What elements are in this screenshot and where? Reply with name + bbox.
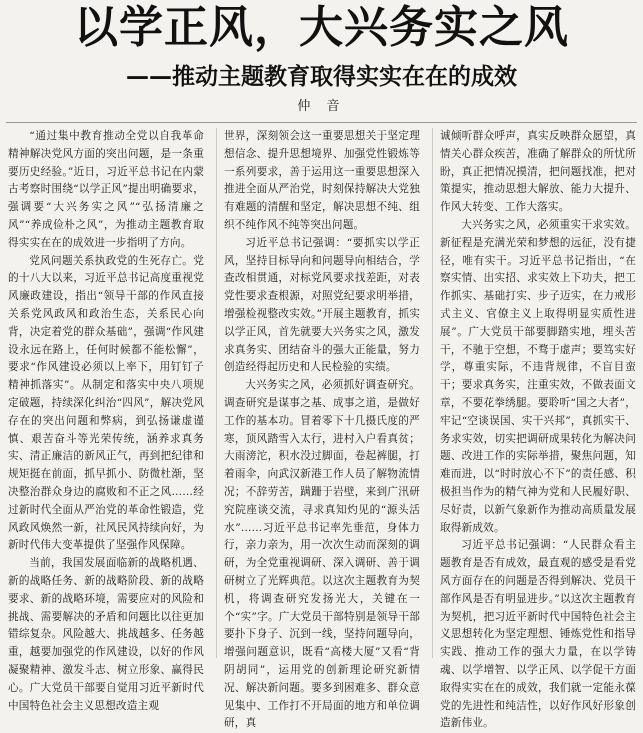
header-divider bbox=[6, 122, 637, 123]
headline: 以学正风，大兴务实之风 bbox=[74, 2, 569, 53]
body-column-1 bbox=[8, 128, 204, 712]
paragraph: 当前，我国发展面临新的战略机遇、新的战略任务、新的战略阶段、新的战略要求、新的战略环境，需要应对的风险和挑战、需要解决的矛盾和问题比以往更加错综复杂。风险越大、挑战越多、任务越重，越要加强党的作风建设，以好的作风凝聚精神、激发斗志、树立形象、赢得民心。广大党员干部要自觉用习近平新时代中国特色社会主义思想改造主观 bbox=[8, 557, 204, 712]
column-divider bbox=[216, 128, 217, 658]
subheadline: ——推动主题教育取得实实在在的成效 bbox=[126, 64, 517, 90]
paragraph: 党风问题关系执政党的生死存亡。党的十八大以来，习近平总书记高度重视党风廉政建设，指出“领导干部的作风直接关系党风政风和政治生态，关系民心向背，决定着党的群众基础”，强调“作风建设永远在路上，任何时候都不能松懈”，要求“作风建设必须以上率下，用钉钉子精神抓落实”。从制定和落实中央八项规定破题，持续深化纠治“四风”，解决党风存在的突出问题和弊病，到弘扬谦虚谨慎、艰苦奋斗等光荣传统，涵养求真务实、清正廉洁的新风正气，再到把纪律和规矩挺在前面，抓早抓小、防微杜渐，坚决整治群众身边的腐败和不正之风……经过新时代全面从严治党的革命性锻造，党风政风焕然一新，社风民风持续向好，为新时代伟大变革提供了坚强作风保障。 bbox=[8, 254, 204, 552]
paragraph: 大兴务实之风，必须重实干求实效。新征程是充满光荣和梦想的远征，没有捷径，唯有实干。习近平总书记指出，“在察实情、出实招、求实效上下功夫，把工作抓实、基础打实、步子迈实，在力戒形式主义、官僚主义上取得明显实质性进展”。广大党员干部要脚踏实地，埋头苦干，不驰于空想，不骛于虚声；要笃实好学，尊重实际，不违背规律，不盲目蛮干；要求真务实，注重实效，不做表面文章，不要花拳绣腿。要聆听“国之大者”，牢记“空谈误国、实干兴邦”，真抓实干、务求实效，切实把调研成果转化为解决问题、改进工作的实际举措，聚焦问题，知难而进，以“时时放心不下”的责任感、积极担当作为的精气神为党和人民履好职、尽好责，以新气象新作为推动高质量发展取得新成效。 bbox=[440, 218, 636, 534]
body-column-2 bbox=[224, 128, 420, 730]
column-divider bbox=[432, 128, 433, 658]
paragraph-continued: 诚倾听群众呼声，真实反映群众愿望，真情关心群众疾苦，准确了解群众的所忧所盼，真正把情况摸清，把问题找准，把对策提实，推动思想大解放、能力大提升、作风大转变、工作大落实。 bbox=[440, 130, 636, 214]
body-column-3 bbox=[440, 128, 636, 730]
paragraph: 习近平总书记强调：“人民群众看主题教育是否有成效，最直观的感受是看党风方面存在的问题是否得到解决、党员干部作风是否有明显进步。”以这次主题教育为契机，把习近平新时代中国特色社会主义思想转化为坚定理想、锤炼党性和指导实践、推动工作的强大力量，在以学铸魂、以学增智、以学正风、以学促干方面取得实实在在的成效，我们就一定能永葆党的先进性和纯洁性，以好作风好形象创造新伟业。 bbox=[440, 539, 636, 730]
paragraph: 习近平总书记强调：“要抓实以学正风，坚持目标导向和问题导向相结合，学查改相贯通，对标党风要求找差距，对表党性要求查根源，对照党纪要求明举措，增强检视整改实效。”开展主题教育，抓实以学正风，首先就要大兴务实之风，激发求真务实、团结奋斗的强大正能量，努力创造经得起历史和人民检验的实绩。 bbox=[224, 236, 420, 374]
paragraph-continued: 世界，深刻领会这一重要思想关于坚定理想信念、提升思想境界、加强党性锻炼等一系列要求，善于运用这一重要思想深入推进全面从严治党，时刻保持解决大党独有难题的清醒和坚定，解决思想不纯、组织不纯作风不纯等突出问题。 bbox=[224, 130, 420, 231]
author-byline: 仲 音 bbox=[297, 99, 346, 114]
paragraph: 大兴务实之风，必须抓好调查研究。调查研究是谋事之基、成事之道，是做好工作的基本功。冒着零下十几摄氏度的严寒，顶风踏雪入太行，进村入户看真贫；大雨滂沱，积水没过脚面，卷起裤腿，打着雨伞，向武汉新港工作人员了解物流情况；不辞劳苦，蹒跚于岩壁，来到广汛研究院座谈交流，寻求真知灼见的“源头活水”……习近平总书记率先垂范，身体力行，亲力亲为，用一次次生动而深刻的调研，为全党重视调研、深入调研、善于调研树立了光辉典范。以这次主题教育为契机，将调查研究发扬光大，关键在一个“实”字。广大党员干部特别是领导干部要扑下身子、沉到一线，坚持问题导向，增强问题意识，既看“高楼大厦”又看“背阴胡同”，运用党的创新理论研究新情况、解决新问题。要多到困难多、群众意见集中、工作打不开局面的地方和单位调研，真 bbox=[224, 379, 420, 730]
paragraph: “通过集中教育推动全党以自我革命精神解决党风方面的突出问题，是一条重要历史经验。”近日，习近平总书记在内蒙古考察时围绕“以学正风”提出明确要求，强调要“大兴务实之风”“弘扬清廉之风”“养成俭朴之风”，为推动主题教育取得实实在在的成效进一步指明了方向。 bbox=[8, 130, 204, 249]
